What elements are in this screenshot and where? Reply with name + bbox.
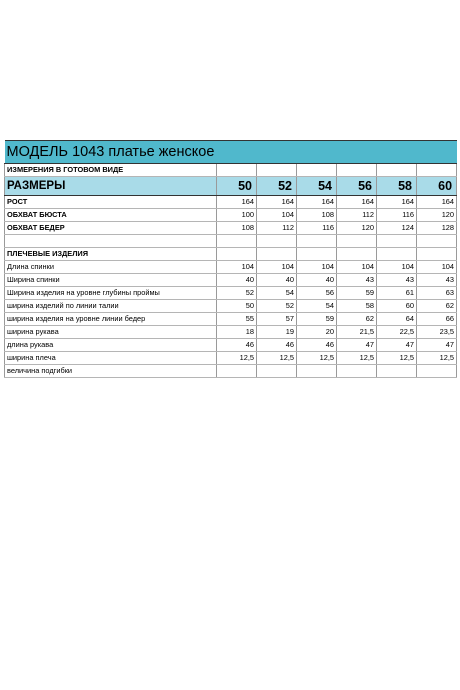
size-chart-sheet: [4, 140, 456, 378]
value-cell: 52: [257, 300, 297, 313]
row-label: величина подгибки: [5, 365, 217, 378]
value-cell: 46: [217, 339, 257, 352]
value-cell: 164: [417, 196, 457, 209]
size-header-cell: 54: [297, 177, 337, 196]
value-cell: 124: [377, 222, 417, 235]
value-cell: 56: [297, 287, 337, 300]
row-label: ОБХВАТ БЮСТА: [5, 209, 217, 222]
size-chart-table: [4, 140, 457, 378]
value-cell: 58: [337, 300, 377, 313]
value-cell: 120: [337, 222, 377, 235]
value-cell: 55: [217, 313, 257, 326]
table-row: [5, 300, 457, 313]
value-cell: 104: [297, 261, 337, 274]
value-cell: 116: [297, 222, 337, 235]
value-cell: 43: [337, 274, 377, 287]
row-label: Ширина изделия на уровне глубины проймы: [5, 287, 217, 300]
table-row: [5, 222, 457, 235]
row-label: длина рукава: [5, 339, 217, 352]
size-header-cell: 60: [417, 177, 457, 196]
value-cell: 61: [377, 287, 417, 300]
value-cell: 47: [337, 339, 377, 352]
value-cell: [417, 365, 457, 378]
value-cell: 116: [377, 209, 417, 222]
size-header-cell: 56: [337, 177, 377, 196]
value-cell: 47: [417, 339, 457, 352]
value-cell: 104: [257, 261, 297, 274]
table-row: [5, 326, 457, 339]
value-cell: 23,5: [417, 326, 457, 339]
value-cell: 43: [417, 274, 457, 287]
subtitle-row: [5, 164, 457, 177]
value-cell: 18: [217, 326, 257, 339]
row-label: РОСТ: [5, 196, 217, 209]
value-cell: 120: [417, 209, 457, 222]
value-cell: 66: [417, 313, 457, 326]
section-row: [5, 248, 457, 261]
value-cell: 62: [417, 300, 457, 313]
table-row: [5, 352, 457, 365]
title-row: [5, 141, 457, 164]
value-cell: 104: [417, 261, 457, 274]
row-label: ширина изделия на уровне линии бедер: [5, 313, 217, 326]
spacer-row: [5, 235, 457, 248]
value-cell: [377, 365, 417, 378]
size-header-cell: 52: [257, 177, 297, 196]
value-cell: 59: [337, 287, 377, 300]
row-label: Длина спинки: [5, 261, 217, 274]
value-cell: 12,5: [337, 352, 377, 365]
value-cell: 64: [377, 313, 417, 326]
value-cell: 63: [417, 287, 457, 300]
size-header-cell: 58: [377, 177, 417, 196]
value-cell: 104: [337, 261, 377, 274]
table-row: [5, 261, 457, 274]
row-label: ширина изделий по линии талии: [5, 300, 217, 313]
value-cell: 54: [257, 287, 297, 300]
value-cell: 40: [297, 274, 337, 287]
sizes-label: РАЗМЕРЫ: [5, 177, 217, 196]
value-cell: 104: [257, 209, 297, 222]
value-cell: 164: [297, 196, 337, 209]
value-cell: 22,5: [377, 326, 417, 339]
value-cell: 46: [257, 339, 297, 352]
row-label: ОБХВАТ БЕДЕР: [5, 222, 217, 235]
value-cell: [297, 365, 337, 378]
value-cell: 164: [337, 196, 377, 209]
sheet-title: МОДЕЛЬ 1043 платье женское: [5, 141, 457, 164]
value-cell: 21,5: [337, 326, 377, 339]
value-cell: 12,5: [217, 352, 257, 365]
value-cell: [337, 365, 377, 378]
section-label: ПЛЕЧЕВЫЕ ИЗДЕЛИЯ: [5, 248, 217, 261]
size-header-cell: 50: [217, 177, 257, 196]
table-row: [5, 274, 457, 287]
sizes-header-row: [5, 177, 457, 196]
value-cell: 108: [297, 209, 337, 222]
value-cell: 46: [297, 339, 337, 352]
value-cell: 47: [377, 339, 417, 352]
value-cell: [257, 365, 297, 378]
row-label: Ширина спинки: [5, 274, 217, 287]
value-cell: 104: [217, 261, 257, 274]
value-cell: 108: [217, 222, 257, 235]
table-row: [5, 365, 457, 378]
value-cell: 54: [297, 300, 337, 313]
value-cell: 60: [377, 300, 417, 313]
table-row: [5, 287, 457, 300]
value-cell: 112: [257, 222, 297, 235]
value-cell: [217, 365, 257, 378]
table-row: [5, 339, 457, 352]
table-row: [5, 196, 457, 209]
table-row: [5, 209, 457, 222]
value-cell: 40: [217, 274, 257, 287]
value-cell: 104: [377, 261, 417, 274]
value-cell: 43: [377, 274, 417, 287]
value-cell: 12,5: [377, 352, 417, 365]
value-cell: 52: [217, 287, 257, 300]
value-cell: 12,5: [417, 352, 457, 365]
value-cell: 112: [337, 209, 377, 222]
value-cell: 164: [217, 196, 257, 209]
row-label: ширина рукава: [5, 326, 217, 339]
value-cell: 19: [257, 326, 297, 339]
value-cell: 12,5: [297, 352, 337, 365]
value-cell: 12,5: [257, 352, 297, 365]
value-cell: 62: [337, 313, 377, 326]
value-cell: 40: [257, 274, 297, 287]
value-cell: 100: [217, 209, 257, 222]
row-label: ширина плеча: [5, 352, 217, 365]
table-row: [5, 313, 457, 326]
value-cell: 164: [257, 196, 297, 209]
subtitle: ИЗМЕРЕНИЯ В ГОТОВОМ ВИДЕ: [5, 164, 217, 177]
value-cell: 20: [297, 326, 337, 339]
value-cell: 59: [297, 313, 337, 326]
value-cell: 57: [257, 313, 297, 326]
value-cell: 50: [217, 300, 257, 313]
value-cell: 164: [377, 196, 417, 209]
value-cell: 128: [417, 222, 457, 235]
